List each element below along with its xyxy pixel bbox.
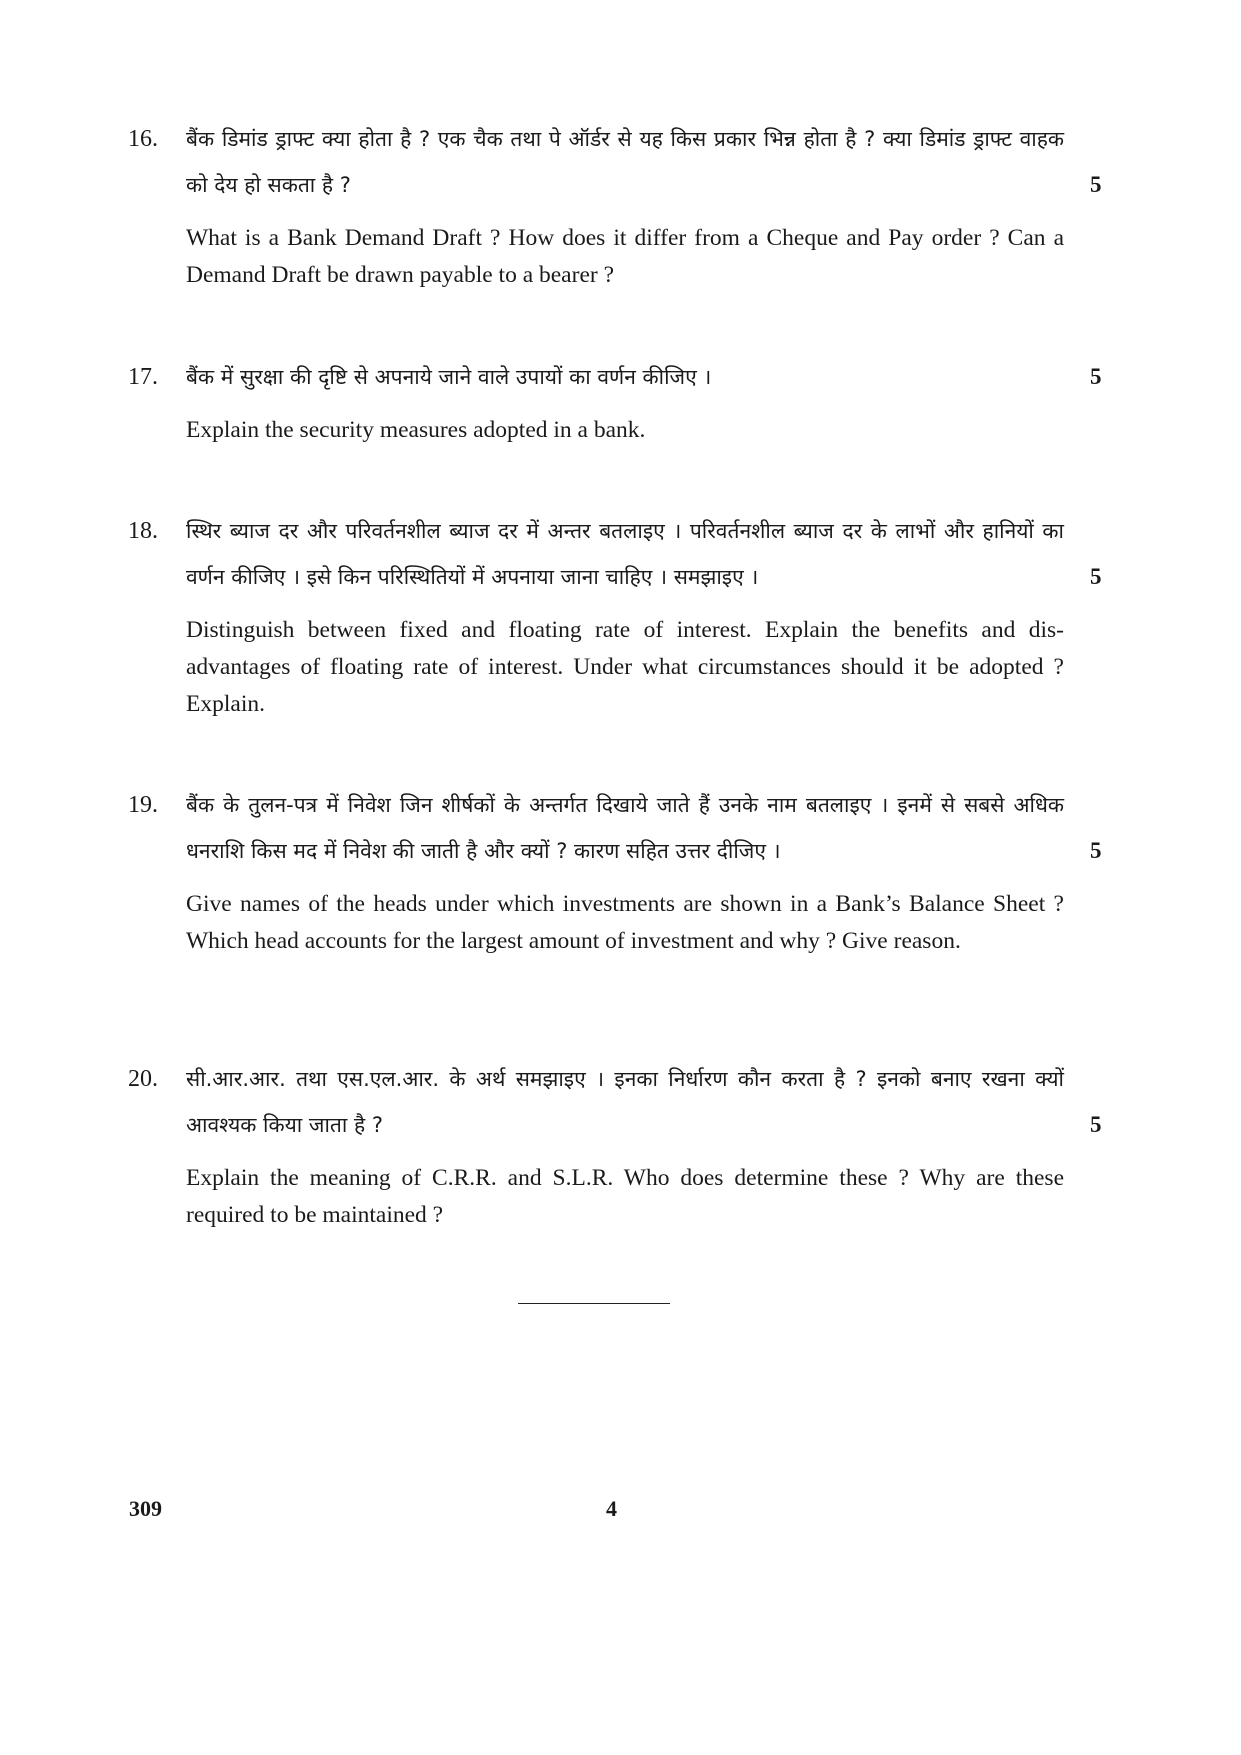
question-number: 20.: [128, 1066, 158, 1092]
question-marks: 5: [1090, 1112, 1102, 1137]
question-number: 18.: [128, 518, 158, 544]
question-number: 16.: [128, 126, 158, 152]
question-text-english: Give names of the heads under which investments are shown in a Bank’s Balance Sheet ? Which head accounts for the largest amount of investment and why ? Give reason.: [186, 891, 1064, 954]
question-text-hindi: बैंक के तुलन-पत्र में निवेश जिन शीर्षकों के अन्तर्गत दिखाये जाते हैं उनके नाम बतलाइए । इनमें से सबसे अधिक धनराशि किस मद में निवेश की जाती है और क्यों ? कारण सहित उत्तर दीजिए ।: [186, 793, 1064, 863]
question-marks: 5: [1090, 838, 1102, 863]
question-text-hindi: बैंक डिमांड ड्राफ्ट क्या होता है ? एक चैक तथा पे ऑर्डर से यह किस प्रकार भिन्न होता है ? क्या डिमांड ड्राफ्ट वाहक को देय हो सकता है ?: [186, 127, 1064, 197]
question-body: [186, 354, 1064, 449]
question-marks: 5: [1090, 364, 1102, 389]
question-text-english: Distinguish between fixed and floating rate of interest. Explain the benefits and dis-advantages of floating rate of interest. Under what circumstances should it be adopted ? Explain.: [186, 617, 1064, 717]
question-marks: 5: [1090, 172, 1102, 197]
paper-code: 309: [129, 1496, 162, 1521]
question-number: 19.: [128, 792, 158, 818]
question-body: [186, 508, 1064, 723]
question-text-hindi: सी.आर.आर. तथा एस.एल.आर. के अर्थ समझाइए । इनका निर्धारण कौन करता है ? इनको बनाए रखना क्यों आवश्यक किया जाता है ?: [186, 1067, 1064, 1137]
question-text-hindi: बैंक में सुरक्षा की दृष्टि से अपनाये जाने वाले उपायों का वर्णन कीजिए ।: [186, 365, 712, 389]
question-text-hindi: स्थिर ब्याज दर और परिवर्तनशील ब्याज दर में अन्तर बतलाइए । परिवर्तनशील ब्याज दर के लाभों और हानियों का वर्णन कीजिए । इसे किन परिस्थितियों में अपनाया जाना चाहिए । समझाइए ।: [186, 519, 1064, 589]
question-body: [186, 116, 1064, 294]
question-body: [186, 1056, 1064, 1234]
question-body: [186, 782, 1064, 960]
question-text-english: Explain the meaning of C.R.R. and S.L.R. Who does determine these ? Why are these required to be maintained ?: [186, 1165, 1064, 1228]
page-number: 4: [606, 1496, 617, 1521]
question-text-english: Explain the security measures adopted in a bank.: [186, 417, 646, 443]
end-of-paper-divider: [518, 1303, 670, 1304]
question-marks: 5: [1090, 564, 1102, 589]
question-number: 17.: [128, 364, 158, 390]
question-text-english: What is a Bank Demand Draft ? How does it differ from a Cheque and Pay order ? Can a Demand Draft be drawn payable to a bearer ?: [186, 225, 1064, 288]
